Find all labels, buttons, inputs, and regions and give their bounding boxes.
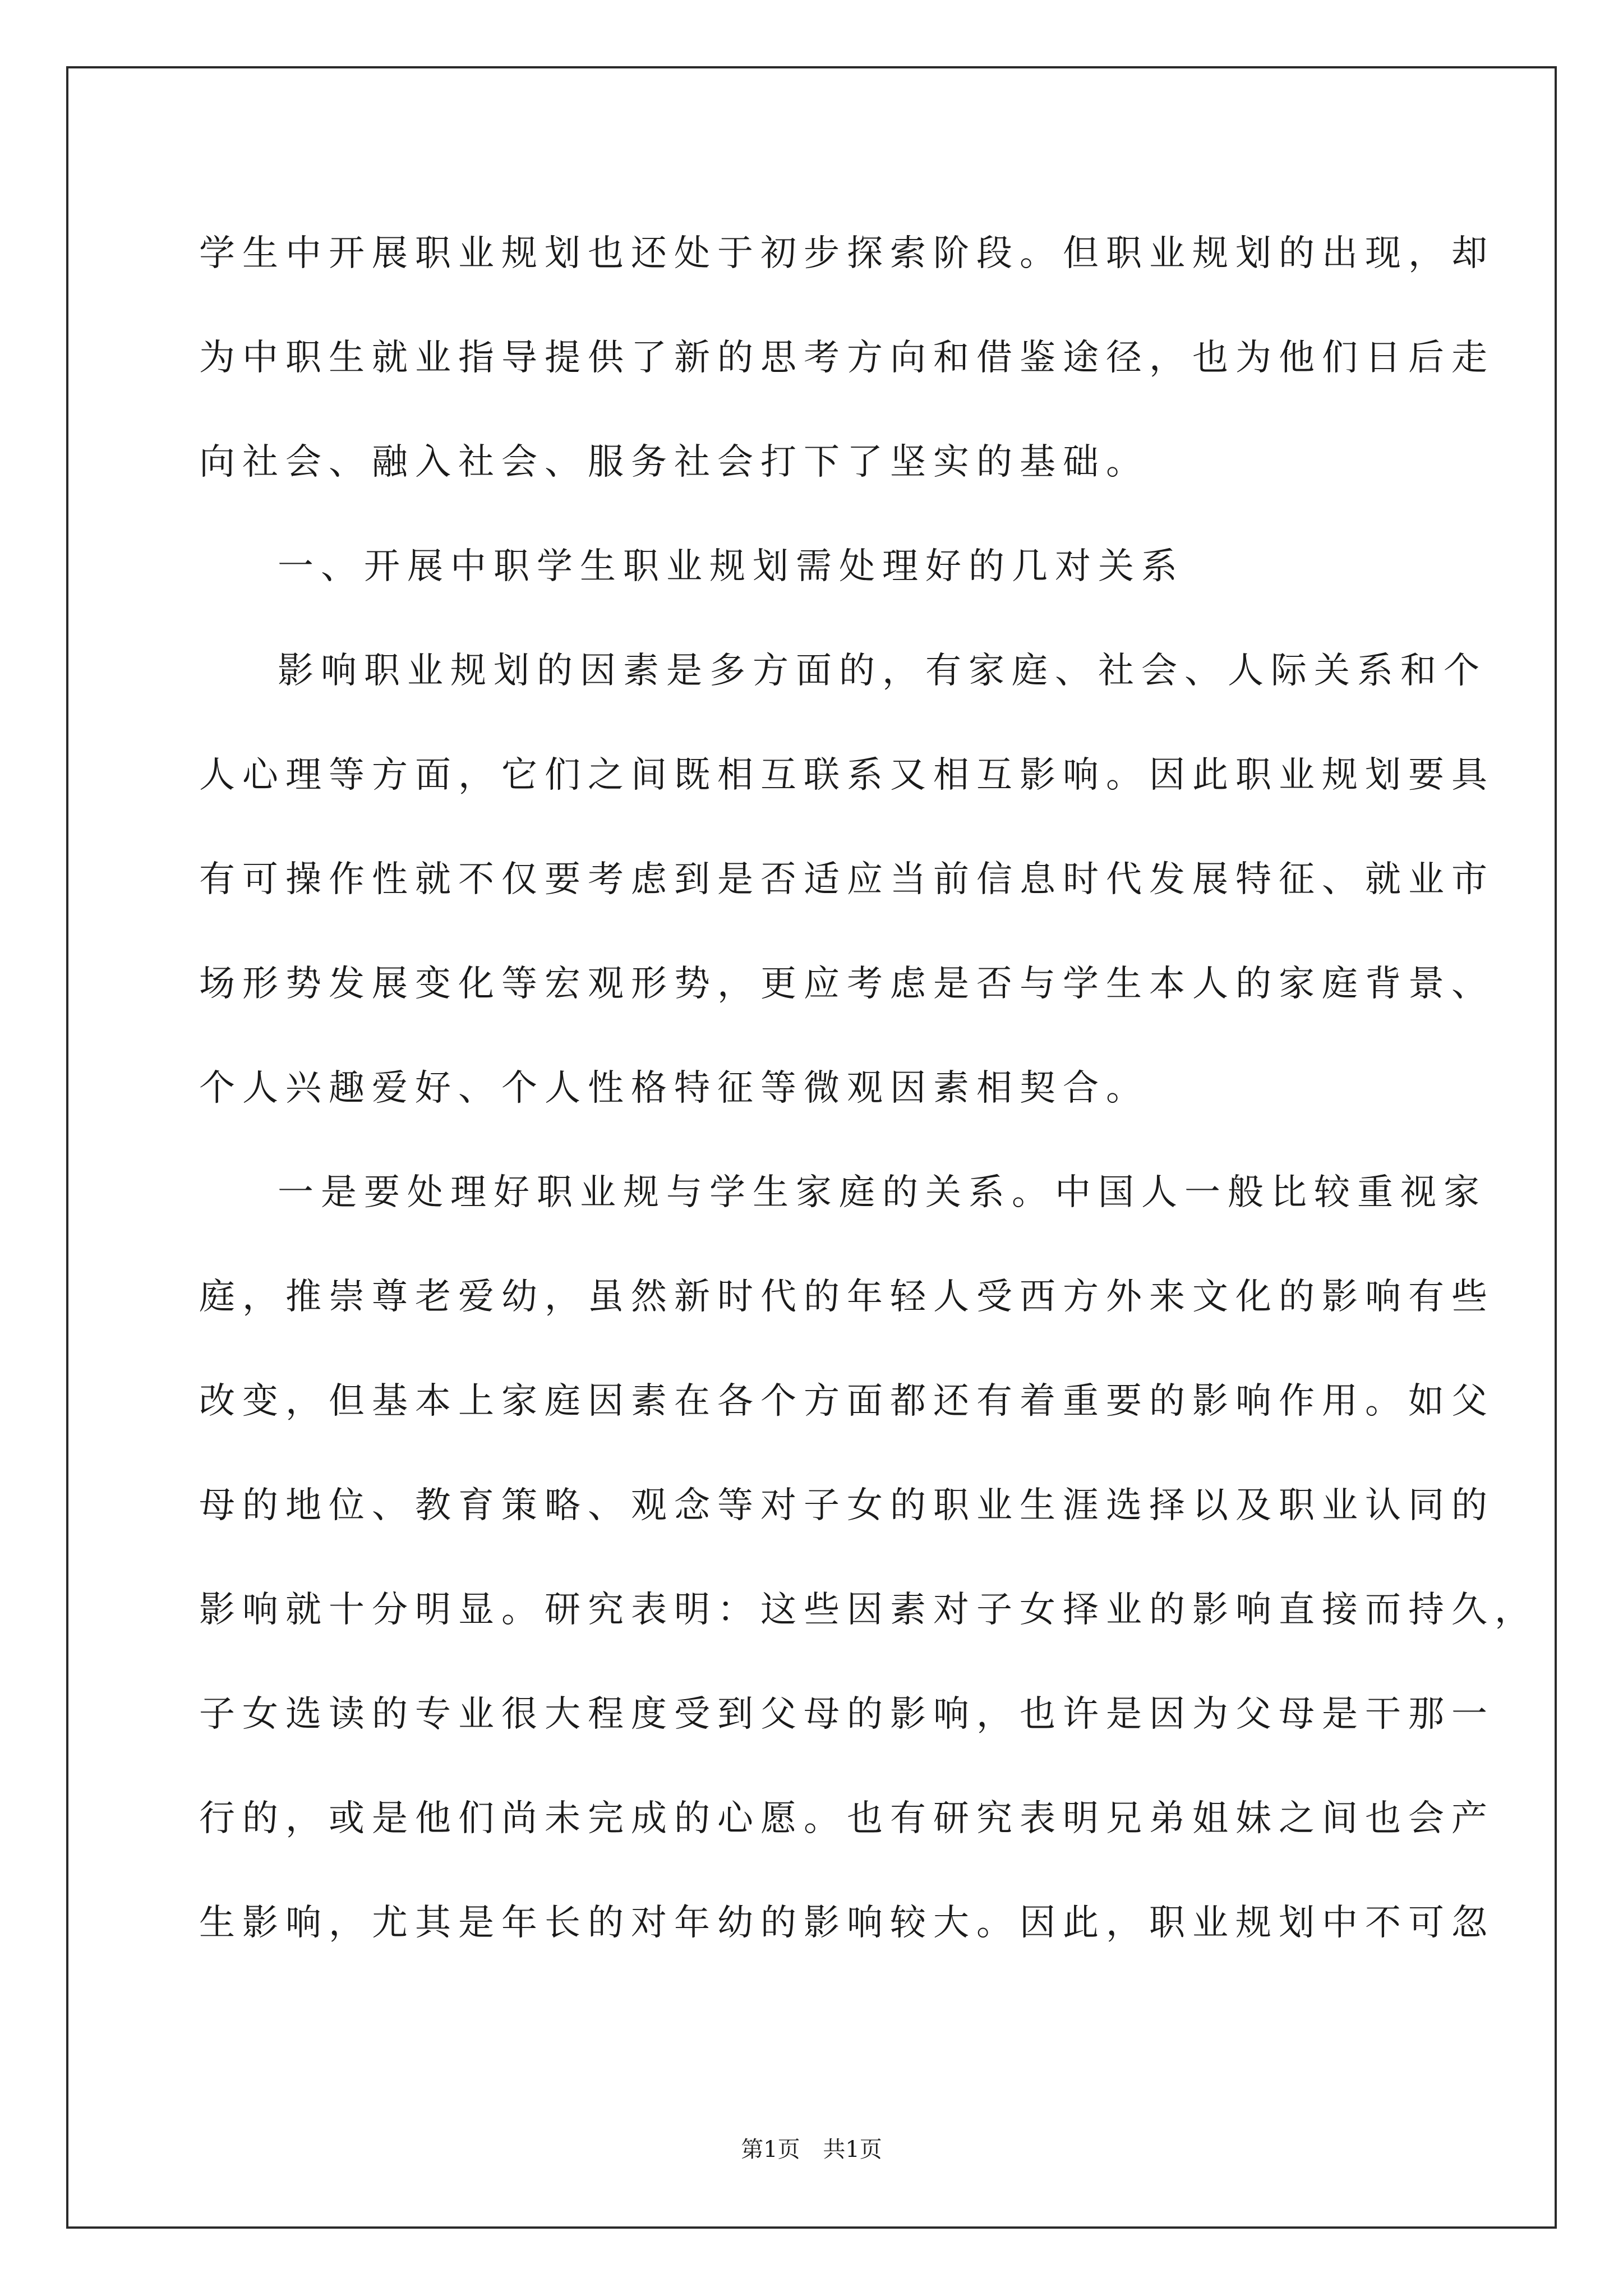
text-line: 一是要处理好职业规与学生家庭的关系。中国人一般比较重视家: [278, 1172, 1487, 1213]
text-line: 学生中开展职业规划也还处于初步探索阶段。但职业规划的出现，却: [199, 233, 1495, 274]
text-line: 有可操作性就不仅要考虑到是否适应当前信息时代发展特征、就业市: [199, 859, 1495, 900]
section-heading: 一、开展中职学生职业规划需处理好的几对关系: [278, 546, 1184, 587]
text-line: 子女选读的专业很大程度受到父母的影响，也许是因为父母是干那一: [199, 1694, 1495, 1735]
text-line: 母的地位、教育策略、观念等对子女的职业生涯选择以及职业认同的: [199, 1485, 1495, 1526]
text-line: 向社会、融入社会、服务社会打下了坚实的基础。: [199, 441, 1149, 483]
text-line: 改变，但基本上家庭因素在各个方面都还有着重要的影响作用。如父: [199, 1381, 1495, 1422]
text-line: 庭，推崇尊老爱幼，虽然新时代的年轻人受西方外来文化的影响有些: [199, 1276, 1495, 1318]
text-line: 场形势发展变化等宏观形势，更应考虑是否与学生本人的家庭背景、: [199, 963, 1495, 1005]
text-line: 行的，或是他们尚未完成的心愿。也有研究表明兄弟姐妹之间也会产: [199, 1798, 1495, 1839]
text-line: 影响就十分明显。研究表明：这些因素对子女择业的影响直接而持久，: [199, 1589, 1538, 1631]
text-line: 人心理等方面，它们之间既相互联系又相互影响。因此职业规划要具: [199, 754, 1495, 796]
page-total: 共1页: [823, 2137, 882, 2162]
text-line: 影响职业规划的因素是多方面的，有家庭、社会、人际关系和个: [278, 650, 1487, 692]
page-footer: [0, 2132, 1623, 2164]
page-number: 第1页: [741, 2137, 800, 2162]
text-line: 为中职生就业指导提供了新的思考方向和借鉴途径，也为他们日后走: [199, 337, 1495, 379]
text-line: 个人兴趣爱好、个人性格特征等微观因素相契合。: [199, 1068, 1149, 1109]
text-line: 生影响，尤其是年长的对年幼的影响较大。因此，职业规划中不可忽: [199, 1902, 1495, 1944]
